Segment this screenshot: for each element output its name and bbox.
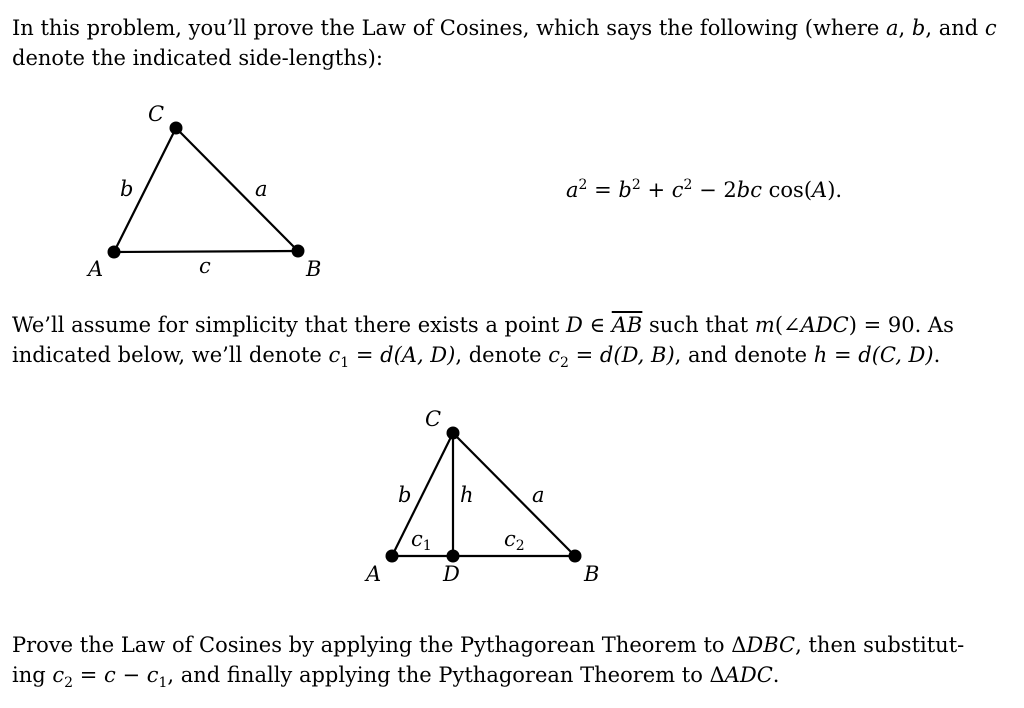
f-two: 2	[723, 178, 737, 202]
f-cos: cos(	[761, 178, 813, 202]
sub-2: 2	[560, 355, 569, 372]
intro-text: denote the indicated side-lengths):	[12, 46, 383, 70]
f-exp: 2	[578, 177, 588, 193]
intro-text: In this problem, you’ll prove the Law of Cosines, which says the following (where	[12, 16, 887, 40]
prove-text: Prove the Law of Cosines by applying the Pythagorean Theorem to Δ	[12, 633, 747, 657]
var-d: d	[380, 343, 394, 367]
f-eq: =	[587, 178, 619, 202]
f-plus: +	[640, 178, 672, 202]
sub-1: 1	[158, 675, 168, 692]
label-h: h	[460, 483, 474, 507]
assume-text: such that	[642, 313, 755, 337]
var-c2: c	[548, 343, 561, 367]
eq: =	[349, 343, 381, 367]
f-c: c	[671, 178, 684, 202]
f-exp: 2	[631, 177, 641, 193]
vertex-D	[447, 550, 460, 563]
eq: =	[827, 343, 859, 367]
eq: =	[73, 663, 104, 687]
prove-text: .	[772, 663, 780, 687]
assume-text: , denote	[455, 343, 549, 367]
label-A: A	[366, 562, 382, 586]
sub-2: 2	[64, 675, 74, 692]
label-c: c	[199, 254, 211, 278]
label-b: b	[398, 483, 412, 507]
f-a: a	[566, 178, 579, 202]
var-a: a	[886, 16, 899, 40]
var-d: d	[858, 343, 872, 367]
sub-1: 1	[340, 355, 350, 372]
args-AD: (A, D)	[393, 343, 456, 367]
var-c1: c	[328, 343, 341, 367]
label-C: C	[148, 102, 165, 126]
c1-subscript: 1	[422, 538, 432, 554]
label-a: a	[532, 483, 545, 507]
label-c2	[504, 527, 525, 554]
minus: −	[115, 663, 147, 687]
label-B: B	[306, 257, 322, 281]
var-d: d	[599, 343, 614, 367]
label-B: B	[584, 562, 600, 586]
var-c2: c	[52, 663, 65, 687]
f-b: b	[618, 178, 632, 202]
f-minus: −	[692, 178, 724, 202]
vertex-B	[569, 550, 582, 563]
triangle-ADC: ADC	[724, 663, 773, 687]
assume-text: ) = 90. As indicated below, we’ll denote	[12, 313, 954, 367]
comma: ,	[898, 16, 912, 40]
label-C: C	[425, 407, 442, 431]
f-close: ).	[827, 178, 843, 202]
prove-text: , then substitut- ing	[12, 633, 965, 687]
assume-text: .	[933, 343, 941, 367]
var-c: c	[104, 663, 116, 687]
prove-paragraph	[12, 630, 972, 690]
intro-text: , and	[925, 16, 985, 40]
f-A: A	[812, 178, 828, 202]
f-exp: 2	[683, 177, 693, 193]
angle-ADC: ADC	[800, 313, 849, 337]
segment-AB: $\overline{AB}$	[611, 313, 643, 337]
c1-letter: c	[411, 527, 423, 551]
label-a: a	[255, 177, 268, 201]
c2-letter: c	[504, 527, 516, 551]
angle-symbol: (∠	[774, 313, 801, 337]
var-b: b	[911, 16, 926, 40]
eq: =	[568, 343, 600, 367]
label-b: b	[120, 177, 134, 201]
var-D: D	[566, 313, 583, 337]
label-c1	[411, 527, 432, 554]
f-bc: bc	[736, 178, 762, 202]
var-m: m	[754, 313, 775, 337]
vertex-C	[447, 427, 460, 440]
triangle-DBC: DBC	[746, 633, 796, 657]
assume-text: , and denote	[674, 343, 814, 367]
var-c1: c	[146, 663, 159, 687]
var-h: h	[813, 343, 828, 367]
vertex-A	[386, 550, 399, 563]
assume-text: We’ll assume for simplicity that there exists a point	[12, 313, 566, 337]
element-of: ∈	[582, 313, 612, 337]
prove-text: , and finally applying the Pythagorean Theorem to Δ	[167, 663, 725, 687]
args-CD: (C, D)	[871, 343, 934, 367]
c2-subscript: 2	[515, 538, 525, 554]
args-DB: (D, B)	[613, 343, 675, 367]
label-D: D	[443, 562, 460, 586]
var-c: c	[984, 16, 997, 40]
label-A: A	[88, 257, 104, 281]
